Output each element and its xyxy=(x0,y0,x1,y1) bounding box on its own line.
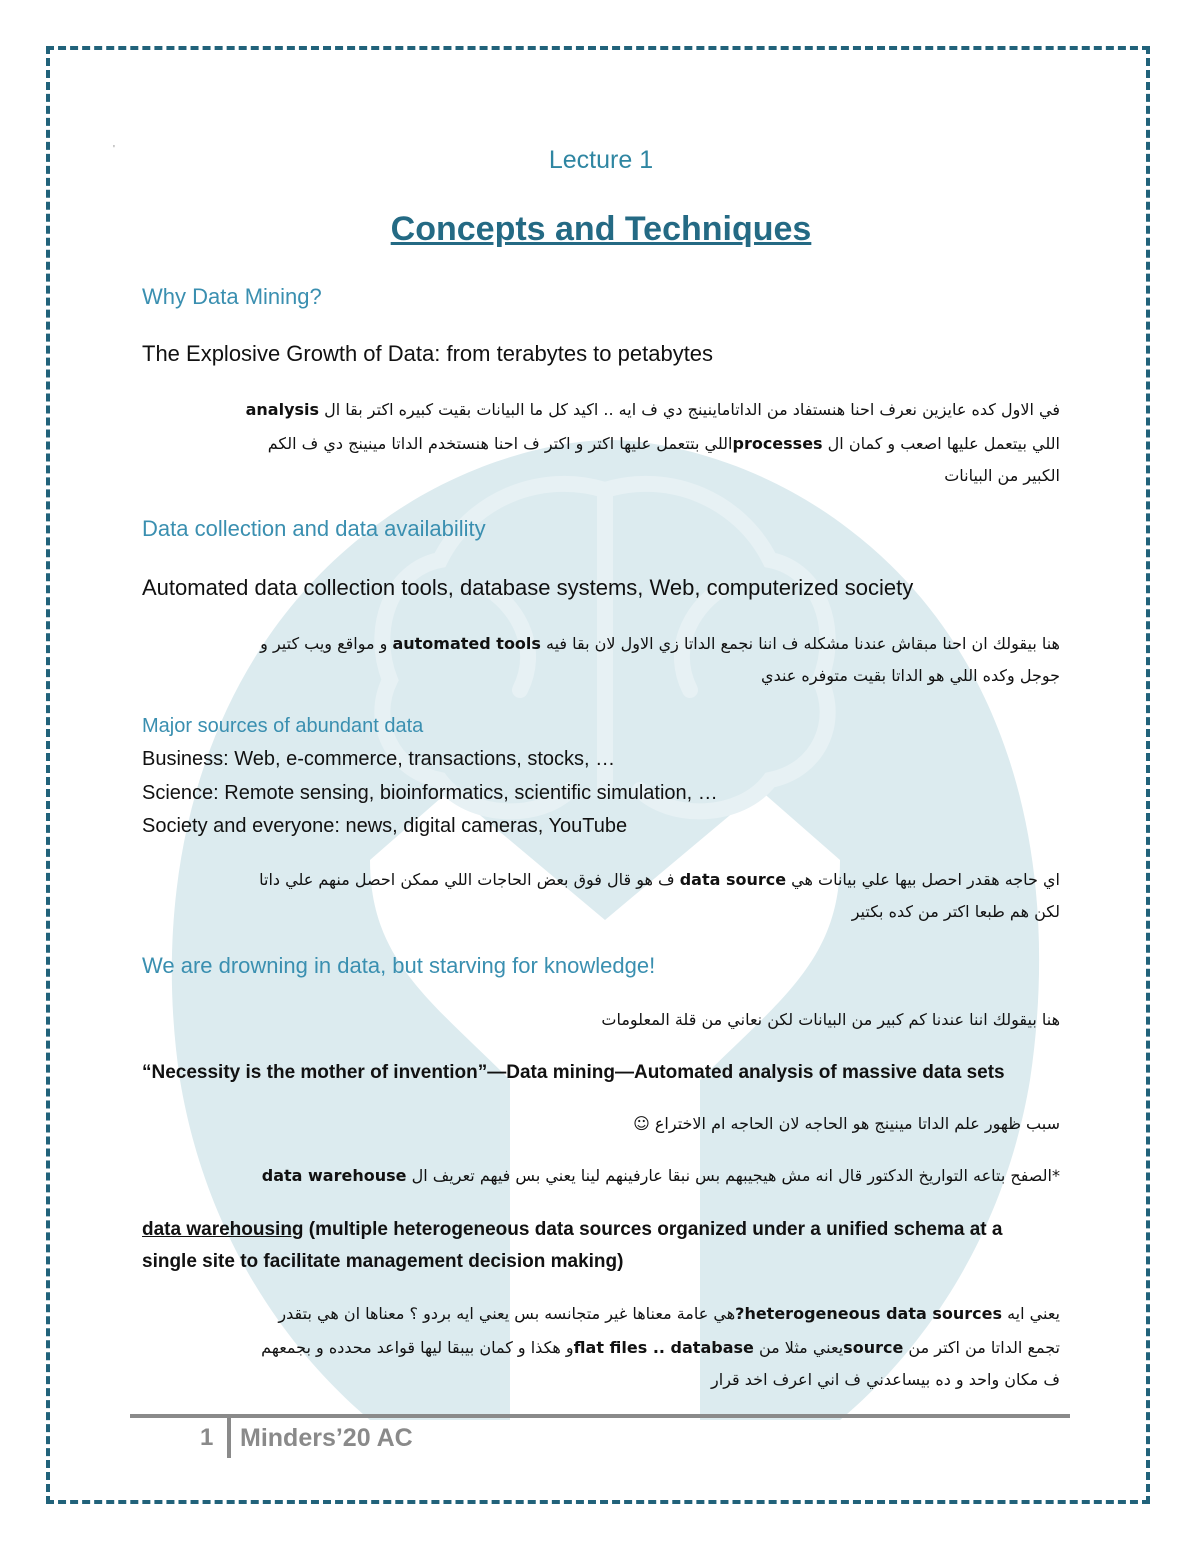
necessity-quote: “Necessity is the mother of invention”—Data mining—Automated analysis of massive data sets xyxy=(142,1062,1005,1083)
automated-arabic-line-2: جوجل وكده اللي هو الداتا بقيت متوفره عندي xyxy=(761,666,1060,685)
arabic-text: هنا بيقولك ان احنا مبقاش عندنا مشكله ف اننا نجمع الداتا زي الاول لان بقا فيه xyxy=(540,634,1060,653)
warehousing-definition-line-1 xyxy=(142,1213,1002,1246)
arabic-text: تجمع الداتا من اكتر من xyxy=(903,1338,1060,1357)
source-arabic-line-2: لكن هم طبعا اكتر من كده بكتير xyxy=(851,902,1060,921)
arabic-text: في الاول كده عايزين نعرف احنا هنستفاد من الداتاماينينج دي ف ايه .. اكيد كل ما البيانات بقيت كبيره اكتر بقا ال xyxy=(319,400,1060,419)
explosive-heading: The Explosive Growth of Data: from terabytes to petabytes xyxy=(142,341,714,366)
hetero-arabic-line-1 xyxy=(142,1298,1060,1330)
term-processes: processes xyxy=(732,434,823,453)
arabic-text: اللي بيتعمل عليها اصعب و كمان ال xyxy=(822,434,1060,453)
term-automated-tools: automated tools xyxy=(392,634,541,653)
footer-rule xyxy=(130,1414,1070,1418)
arabic-text: اي حاجه هقدر احصل بيها علي بيانات هي xyxy=(786,870,1060,889)
term-data-warehousing: data warehousing xyxy=(142,1219,304,1240)
arabic-text: ف هو قال فوق بعض الحاجات اللي ممكن احصل منهم علي داتا xyxy=(259,870,680,889)
why-heading: Why Data Mining? xyxy=(142,284,322,309)
arabic-text: و هكذا و كمان بيبقا ليها قواعد محدده و بجمعهم xyxy=(261,1338,574,1357)
arabic-text: و مواقع ويب كتير و xyxy=(260,634,393,653)
arabic-text: يعني مثلا من xyxy=(753,1338,844,1357)
automated-arabic-line-1 xyxy=(142,628,1060,660)
warehousing-definition-line-2: single site to facilitate management decision making) xyxy=(142,1251,624,1272)
term-flat-files: flat files .. database xyxy=(573,1338,754,1357)
warehouse-arabic xyxy=(142,1160,1060,1192)
automated-heading: Automated data collection tools, database systems, Web, computerized society xyxy=(142,575,914,600)
stray-mark: ' xyxy=(113,144,115,155)
source-arabic-line-1 xyxy=(142,864,1060,896)
definition-text: (multiple heterogeneous data sources organized under a unified schema at a xyxy=(303,1219,1003,1240)
explosive-arabic-line-3: الكبير من البيانات xyxy=(944,466,1060,485)
drowning-arabic: هنا بيقولك اننا عندنا كم كبير من البيانات لكن نعاني من قلة المعلومات xyxy=(601,1010,1060,1029)
major-item-society: Society and everyone: news, digital cameras, YouTube xyxy=(142,815,628,837)
hetero-arabic-line-2 xyxy=(142,1332,1060,1364)
term-source: source xyxy=(843,1338,904,1357)
drowning-heading: We are drowning in data, but starving for knowledge! xyxy=(142,953,656,978)
collection-heading: Data collection and data availability xyxy=(142,516,486,541)
major-item-science: Science: Remote sensing, bioinformatics, scientific simulation, … xyxy=(142,782,718,804)
term-data-source: data source xyxy=(679,870,787,889)
footer-label: Minders’20 AC xyxy=(240,1424,413,1452)
explosive-arabic-line-1 xyxy=(142,394,1060,426)
term-analysis: analysis xyxy=(245,400,320,419)
arabic-text: *الصفح بتاعه التواريخ الدكتور قال انه مش هيجيبهم بس نبقا عارفينهم لينا يعني بس فيهم تعريف ال xyxy=(406,1166,1060,1185)
major-heading: Major sources of abundant data xyxy=(142,715,424,737)
arabic-text: يعني ايه xyxy=(1002,1304,1060,1323)
arabic-text: اللي بتتعمل عليها اكتر و اكتر ف احنا هنستخدم الداتا مينينج دي ف الكم xyxy=(267,434,733,453)
footer-divider xyxy=(227,1418,231,1458)
hetero-arabic-line-3: ف مكان واحد و ده بيساعدني ف اني اعرف اخد قرار xyxy=(711,1370,1060,1389)
lecture-label: Lecture 1 xyxy=(548,146,654,174)
necessity-arabic: سبب ظهور علم الداتا مينينج هو الحاجه لان الحاجه ام الاختراع ☺ xyxy=(633,1114,1060,1133)
explosive-arabic-line-2 xyxy=(142,428,1060,460)
term-heterogeneous: heterogeneous data sources? xyxy=(735,1304,1003,1323)
term-data-warehouse: data warehouse xyxy=(261,1166,407,1185)
major-item-business: Business: Web, e-commerce, transactions, stocks, … xyxy=(142,748,616,770)
page-title: Concepts and Techniques xyxy=(390,210,812,248)
page-number: 1 xyxy=(200,1424,214,1451)
arabic-text: هي عامة معناها غير متجانسه بس يعني ايه بردو ؟ معناها ان هي بتقدر xyxy=(278,1304,736,1323)
